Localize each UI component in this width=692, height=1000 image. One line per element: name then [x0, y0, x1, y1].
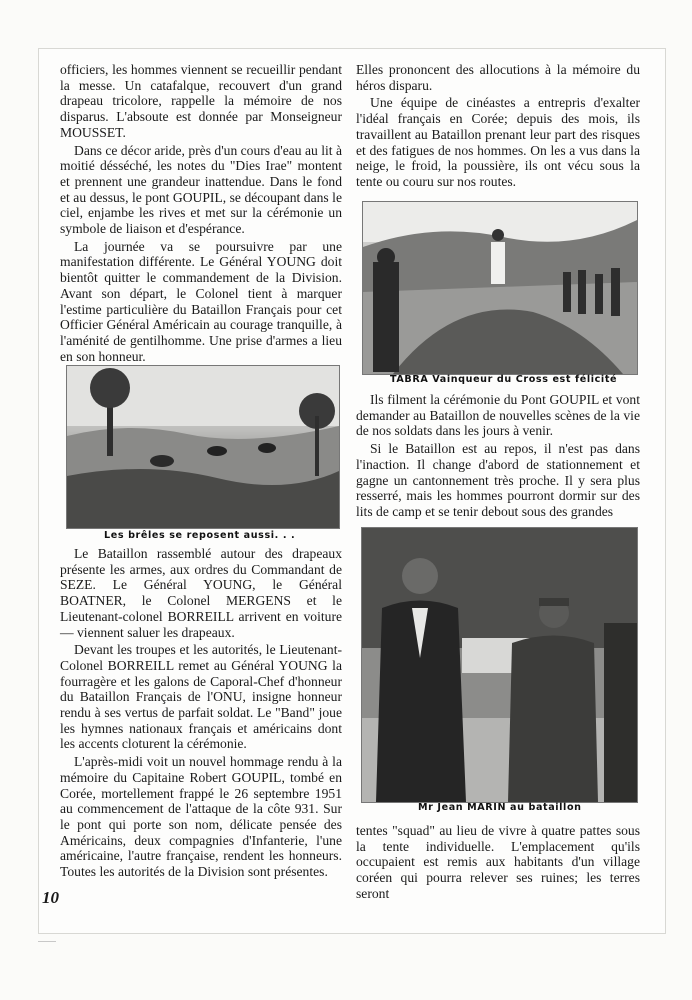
mules-resting-photo — [66, 365, 340, 529]
page-number: 10 — [42, 888, 59, 907]
paragraph: tentes "squad" au lieu de vivre à quatre pattes sous la tente individuelle. L'emplacement qu'ils occupaient est remis aux habitants d'un village coréen qui pourra relever ses ruines; les terres seront — [356, 823, 640, 901]
paragraph: Le Bataillon rassemblé autour des drapeaux présente les armes, aux ordres du Commandant de SEZE. Le Général YOUNG, le Général BOATNER, le Colonel MERGENS et le Lieutenant-colonel BORREILL arrivent en voiture — viennent saluer les drapeaux. — [60, 546, 342, 640]
photo-caption: Les brêles se reposent aussi. . . — [104, 530, 296, 541]
photo-caption: TABRA Vainqueur du Cross est félicité — [390, 374, 618, 385]
paragraph: officiers, les hommes viennent se recueillir pendant la messe. Un catafalque, recouvert d'un grand drapeau tricolore, rappelle la mémoire de nos disparus. L'absoute est donnée par Monseigneur MOUSSET. — [60, 62, 342, 140]
scan-mark — [38, 941, 56, 942]
paragraph: Devant les troupes et les autorités, le Lieutenant-Colonel BORREILL remet au Général YOUNG la fourragère et les galons de Caporal-Chef d'honneur du Bataillon Français de l'ONU, insigne honneur rendu à ses vertus de parfait soldat. Le "Band" joue les hymnes nationaux français et américains dont les accents cloturent la cérémonie. — [60, 642, 342, 752]
cross-winner-photo — [362, 201, 638, 375]
paragraph: Une équipe de cinéastes a entrepris d'exalter l'idéal français en Corée; depuis des mois, ils travaillent au Bataillon prenant leur part des risques et des fatigues de nos hommes. On les a vus dans la neige, le froid, la poussière, ils ont vécu sous la tente ou couru sur nos routes. — [356, 95, 640, 189]
paragraph: L'après-midi voit un nouvel hommage rendu à la mémoire du Capitaine Robert GOUPIL, tombé en Corée, mortellement frappé le 26 septembre 1951 au commencement de l'attaque de la côte 931. Sur le pont qui porte son nom, délicate pensée des Américains, deux compagnies d'Infanterie, l'une américaine, l'autre française, rendent les honneurs. Toutes les autorités de la Division sont présentes. — [60, 754, 342, 880]
left-column-bottom — [60, 546, 342, 880]
left-column-top — [60, 62, 342, 364]
paragraph: Dans ce décor aride, près d'un cours d'eau au lit à moitié désséché, les notes du "Dies Irae" montent et prennent une grandeur inattendue. Dans le fond et au dessus, le pont GOUPIL, se découpant dans le ciel, enjambe les rives et met sur la cérémonie un symbole de liaison et d'espérance. — [60, 142, 342, 237]
paragraph: Ils filment la cérémonie du Pont GOUPIL et vont demander au Bataillon de nouvelles scènes de la vie de nos soldats dans les jours à venir. — [356, 392, 640, 439]
jean-marin-photo — [361, 527, 638, 803]
right-column-middle — [356, 392, 640, 520]
right-column-bottom — [356, 823, 640, 902]
paragraph: Si le Bataillon est au repos, il n'est pas dans l'inaction. Il change d'abord de stationnement et gagne un cantonnement très proche. Il y sera plus resserré, mais les hommes pourront dormir sur des lits de camp et se tenir debout sous des grandes — [356, 441, 640, 519]
paragraph: Elles prononcent des allocutions à la mémoire du héros disparu. — [356, 62, 640, 93]
photo-caption: Mr Jean MARIN au bataillon — [418, 802, 582, 813]
right-column-top — [356, 62, 640, 190]
paragraph: La journée va se poursuivre par une manifestation différente. Le Général YOUNG doit bientôt quitter le commandement de la Division. Avant son départ, le Colonel tient à marquer l'estime particulière du Bataillon Français pour cet Officier Général Américain au courage tranquille, à l'aménité de gentilhomme. Une prise d'armes a lieu en son honneur. — [60, 238, 342, 364]
